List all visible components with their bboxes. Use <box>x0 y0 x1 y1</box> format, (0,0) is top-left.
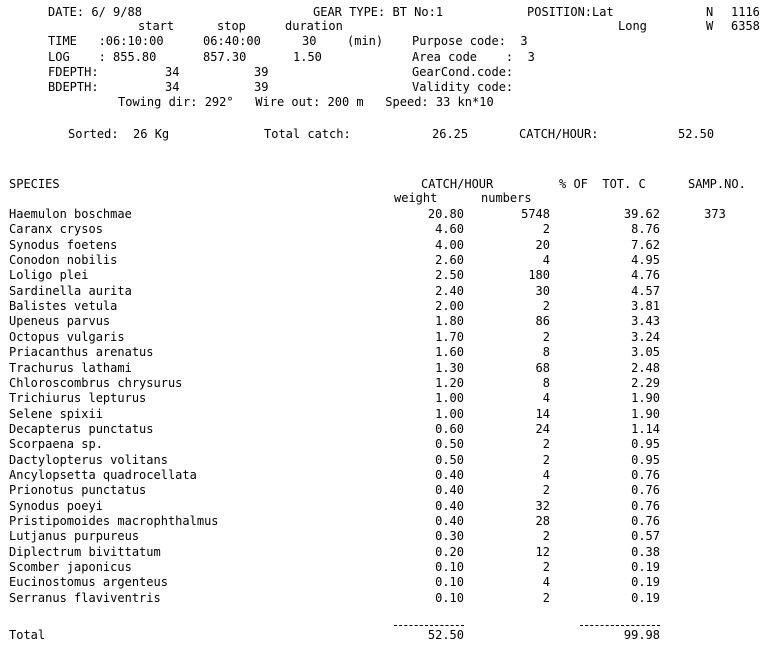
weight-cell: 0.40 <box>435 514 464 528</box>
numbers-cell: 2 <box>542 299 550 313</box>
pct-cell: 4.57 <box>631 284 660 298</box>
numbers-cell: 4 <box>542 253 550 267</box>
long-dir: W <box>706 19 714 33</box>
lat-value: 1116 <box>731 5 760 19</box>
species-name: Synodus foetens <box>9 238 118 252</box>
species-name: Upeneus parvus <box>9 314 111 328</box>
numbers-cell: 68 <box>535 361 550 375</box>
pct-cell: 1.90 <box>631 407 660 421</box>
total-weight: 52.50 <box>427 628 464 642</box>
weight-cell: 0.50 <box>435 437 464 451</box>
species-name: Lutjanus purpureus <box>9 529 140 543</box>
pct-total-rule <box>580 625 660 626</box>
species-name: Pristipomoides macrophthalmus <box>9 514 219 528</box>
species-name: Diplectrum bivittatum <box>9 545 161 559</box>
weight-total-rule <box>394 625 464 626</box>
species-name: Scomber japonicus <box>9 560 132 574</box>
weight-cell: 0.20 <box>435 545 464 559</box>
col-start-label: start <box>138 19 175 33</box>
species-name: Conodon nobilis <box>9 253 118 267</box>
catch-hour-label: CATCH/HOUR: <box>519 127 599 141</box>
time-stop: 06:40:00 <box>203 34 261 48</box>
species-name: Serranus flaviventris <box>9 591 161 605</box>
numbers-cell: 4 <box>542 391 550 405</box>
species-name: Balistes vetula <box>9 299 118 313</box>
numbers-cell: 2 <box>542 437 550 451</box>
numbers-cell: 14 <box>535 407 550 421</box>
species-name: Ancylopsetta quadrocellata <box>9 468 197 482</box>
pct-cell: 8.76 <box>631 222 660 236</box>
species-name: Loligo plei <box>9 268 89 282</box>
log-label: LOG : 855.80 <box>48 50 157 64</box>
fdepth-stop: 39 <box>254 65 269 79</box>
numbers-cell: 4 <box>542 575 550 589</box>
pct-cell: 4.95 <box>631 253 660 267</box>
numbers-cell: 2 <box>542 529 550 543</box>
pct-cell: 0.38 <box>631 545 660 559</box>
towing-line: Towing dir: 292° Wire out: 200 m Speed: 33 kn*10 <box>118 95 494 109</box>
weight-cell: 2.40 <box>435 284 464 298</box>
pct-cell: 2.29 <box>631 376 660 390</box>
numbers-cell: 2 <box>542 591 550 605</box>
col-species: SPECIES <box>9 177 60 191</box>
gear-type: GEAR TYPE: BT No:1 <box>313 5 444 19</box>
pct-cell: 0.76 <box>631 468 660 482</box>
weight-cell: 0.10 <box>435 591 464 605</box>
time-unit: (min) <box>347 34 384 48</box>
pct-cell: 0.57 <box>631 529 660 543</box>
weight-cell: 1.00 <box>435 391 464 405</box>
numbers-cell: 20 <box>535 238 550 252</box>
pct-cell: 7.62 <box>631 238 660 252</box>
weight-cell: 4.00 <box>435 238 464 252</box>
species-name: Octopus vulgaris <box>9 330 125 344</box>
pct-cell: 0.95 <box>631 453 660 467</box>
time-duration: 30 <box>302 34 317 48</box>
col-duration-label: duration <box>285 19 343 33</box>
log-duration: 1.50 <box>293 50 322 64</box>
pct-cell: 0.19 <box>631 575 660 589</box>
fdepth-start: 34 <box>165 65 180 79</box>
weight-cell: 1.80 <box>435 314 464 328</box>
weight-cell: 1.60 <box>435 345 464 359</box>
bdepth-label: BDEPTH: <box>48 80 99 94</box>
weight-cell: 1.30 <box>435 361 464 375</box>
total-catch-label: Total catch: <box>264 127 351 141</box>
numbers-cell: 2 <box>542 483 550 497</box>
species-name: Scorpaena sp. <box>9 437 103 451</box>
pct-cell: 0.19 <box>631 560 660 574</box>
species-name: Sardinella aurita <box>9 284 132 298</box>
numbers-cell: 4 <box>542 468 550 482</box>
species-name: Prionotus punctatus <box>9 483 147 497</box>
pct-cell: 4.76 <box>631 268 660 282</box>
weight-cell: 1.00 <box>435 407 464 421</box>
weight-cell: 0.40 <box>435 483 464 497</box>
species-name: Eucinostomus argenteus <box>9 575 168 589</box>
weight-cell: 0.10 <box>435 560 464 574</box>
pct-cell: 0.95 <box>631 437 660 451</box>
numbers-cell: 8 <box>542 376 550 390</box>
pct-cell: 1.14 <box>631 422 660 436</box>
pct-cell: 0.76 <box>631 499 660 513</box>
numbers-cell: 2 <box>542 222 550 236</box>
catch-hour-value: 52.50 <box>678 127 715 141</box>
long-label: Long <box>618 19 647 33</box>
area-code: Area code : 3 <box>412 50 535 64</box>
weight-cell: 2.00 <box>435 299 464 313</box>
pct-cell: 0.76 <box>631 514 660 528</box>
weight-cell: 0.10 <box>435 575 464 589</box>
pct-cell: 0.19 <box>631 591 660 605</box>
numbers-cell: 28 <box>535 514 550 528</box>
numbers-cell: 180 <box>528 268 550 282</box>
bdepth-stop: 39 <box>254 80 269 94</box>
sorted-weight: Sorted: 26 Kg <box>68 127 170 141</box>
bdepth-start: 34 <box>165 80 180 94</box>
long-value: 6358 <box>731 19 760 33</box>
weight-cell: 2.60 <box>435 253 464 267</box>
species-name: Priacanthus arenatus <box>9 345 154 359</box>
total-label: Total <box>9 628 46 642</box>
numbers-cell: 32 <box>535 499 550 513</box>
time-label: TIME :06:10:00 <box>48 34 164 48</box>
lat-dir: N <box>706 5 714 19</box>
sub-numbers: numbers <box>481 191 532 205</box>
date-label: DATE: 6/ 9/88 <box>48 5 142 19</box>
col-samp-no: SAMP.NO. <box>688 177 746 191</box>
weight-cell: 1.70 <box>435 330 464 344</box>
numbers-cell: 5748 <box>521 207 550 221</box>
species-name: Selene spixii <box>9 407 103 421</box>
weight-cell: 0.50 <box>435 453 464 467</box>
numbers-cell: 24 <box>535 422 550 436</box>
species-name: Dactylopterus volitans <box>9 453 168 467</box>
pct-cell: 3.24 <box>631 330 660 344</box>
species-name: Trichiurus lepturus <box>9 391 147 405</box>
numbers-cell: 86 <box>535 314 550 328</box>
position-label: POSITION:Lat <box>527 5 614 19</box>
pct-cell: 3.05 <box>631 345 660 359</box>
weight-cell: 0.40 <box>435 499 464 513</box>
numbers-cell: 2 <box>542 330 550 344</box>
numbers-cell: 2 <box>542 560 550 574</box>
weight-cell: 4.60 <box>435 222 464 236</box>
weight-cell: 0.60 <box>435 422 464 436</box>
numbers-cell: 30 <box>535 284 550 298</box>
validity-code: Validity code: <box>412 80 514 94</box>
samp-cell: 373 <box>704 207 726 221</box>
species-name: Decapterus punctatus <box>9 422 154 436</box>
numbers-cell: 12 <box>535 545 550 559</box>
purpose-code: Purpose code: 3 <box>412 34 528 48</box>
col-stop-label: stop <box>217 19 246 33</box>
species-name: Trachurus lathami <box>9 361 132 375</box>
pct-cell: 39.62 <box>623 207 660 221</box>
total-pct: 99.98 <box>623 628 660 642</box>
sub-weight: weight <box>394 191 438 205</box>
gearcond-code: GearCond.code: <box>412 65 514 79</box>
col-pct-total: % OF TOT. C <box>559 177 646 191</box>
col-catch-hour: CATCH/HOUR <box>421 177 494 191</box>
pct-cell: 1.90 <box>631 391 660 405</box>
numbers-cell: 8 <box>542 345 550 359</box>
pct-cell: 3.43 <box>631 314 660 328</box>
numbers-cell: 2 <box>542 453 550 467</box>
pct-cell: 3.81 <box>631 299 660 313</box>
species-name: Haemulon boschmae <box>9 207 132 221</box>
weight-cell: 0.40 <box>435 468 464 482</box>
total-catch-value: 26.25 <box>432 127 469 141</box>
species-name: Chloroscombrus chrysurus <box>9 376 183 390</box>
weight-cell: 2.50 <box>435 268 464 282</box>
weight-cell: 20.80 <box>427 207 464 221</box>
pct-cell: 0.76 <box>631 483 660 497</box>
fdepth-label: FDEPTH: <box>48 65 99 79</box>
species-name: Synodus poeyi <box>9 499 103 513</box>
pct-cell: 2.48 <box>631 361 660 375</box>
species-name: Caranx crysos <box>9 222 103 236</box>
weight-cell: 0.30 <box>435 529 464 543</box>
weight-cell: 1.20 <box>435 376 464 390</box>
log-stop: 857.30 <box>203 50 247 64</box>
